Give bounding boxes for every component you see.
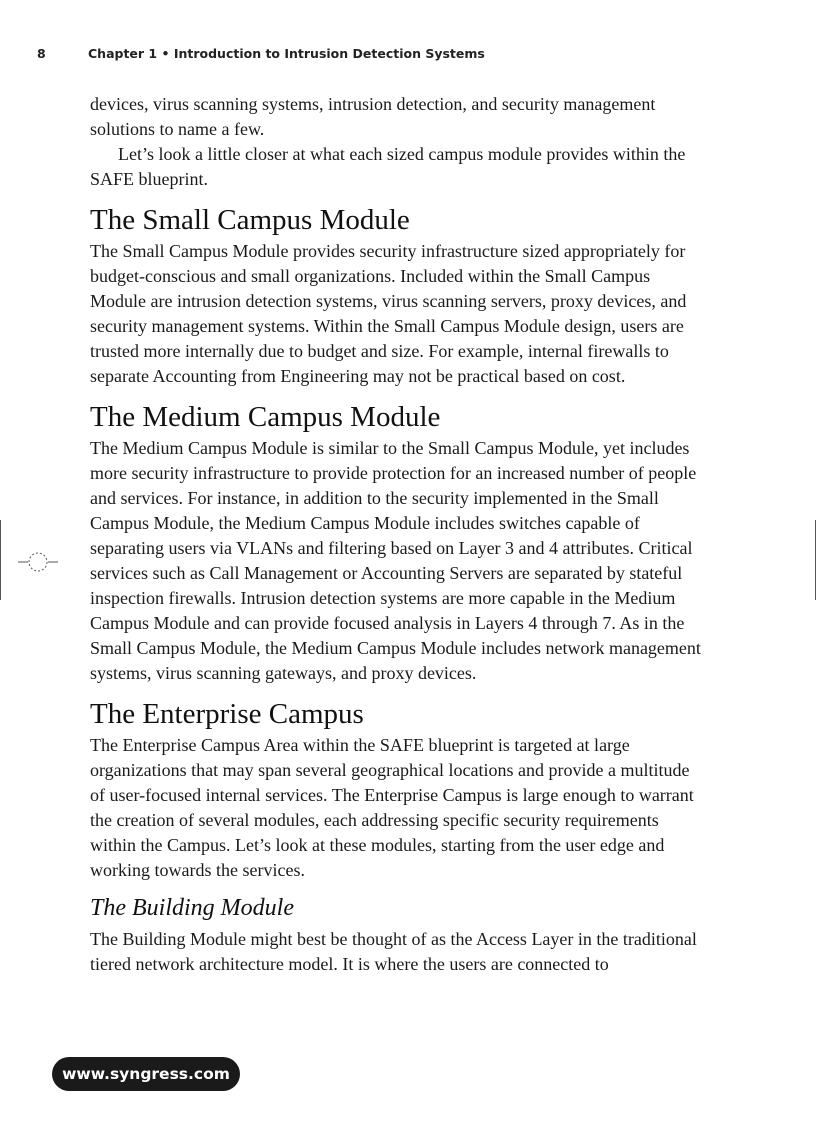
intro-paragraph-1: devices, virus scanning systems, intrusion detection, and security management solutions to name a few.	[90, 94, 656, 139]
intro-paragraph-2: Let’s look a little closer at what each sized campus module provides within the SAFE blueprint.	[90, 144, 686, 189]
heading-small-campus-module: The Small Campus Module	[90, 204, 410, 236]
registration-mark-icon	[18, 549, 58, 575]
page-number: 8	[37, 46, 46, 61]
crop-mark-left	[0, 520, 1, 600]
heading-enterprise-campus: The Enterprise Campus	[90, 698, 364, 730]
heading-medium-campus-module: The Medium Campus Module	[90, 401, 441, 433]
chapter-title: Chapter 1 • Introduction to Intrusion Detection Systems	[88, 46, 485, 61]
subheading-building-module: The Building Module	[90, 895, 294, 921]
paragraph-building-module: The Building Module might best be thought of as the Access Layer in the traditional tiered network architecture model. It is where the users are connected to	[90, 929, 697, 974]
page-body	[90, 92, 702, 977]
website-url: www.syngress.com	[62, 1065, 230, 1083]
paragraph-small-campus-module: The Small Campus Module provides security infrastructure sized appropriately for budget-conscious and small organizations. Included within the Small Campus Module are intrusion detection systems, virus scanning servers, proxy devices, and security management systems. Within the Small Campus Module design, users are trusted more internally due to budget and size. For example, internal firewalls to separate Accounting from Engineering may not be practical based on cost.	[90, 241, 687, 386]
website-badge	[52, 1057, 240, 1091]
running-head	[37, 46, 776, 66]
paragraph-medium-campus-module: The Medium Campus Module is similar to the Small Campus Module, yet includes more security infrastructure to provide protection for an increased number of people and services. For instance, in addition to the security implemented in the Small Campus Module, the Medium Campus Module includes switches capable of separating users via VLANs and filtering based on Layer 3 and 4 attributes. Critical services such as Call Management or Accounting Servers are separated by stateful inspection firewalls. Intrusion detection systems are more capable in the Medium Campus Module and can provide focused analysis in Layers 4 through 7. As in the Small Campus Module, the Medium Campus Module includes network management systems, virus scanning gateways, and proxy devices.	[90, 438, 701, 683]
paragraph-enterprise-campus: The Enterprise Campus Area within the SAFE blueprint is targeted at large organizations that may span several geographical locations and provide a multitude of user-focused internal services. The Enterprise Campus is large enough to warrant the creation of several modules, each addressing specific security requirements within the Campus. Let’s look at these modules, starting from the user edge and working towards the services.	[90, 735, 694, 880]
